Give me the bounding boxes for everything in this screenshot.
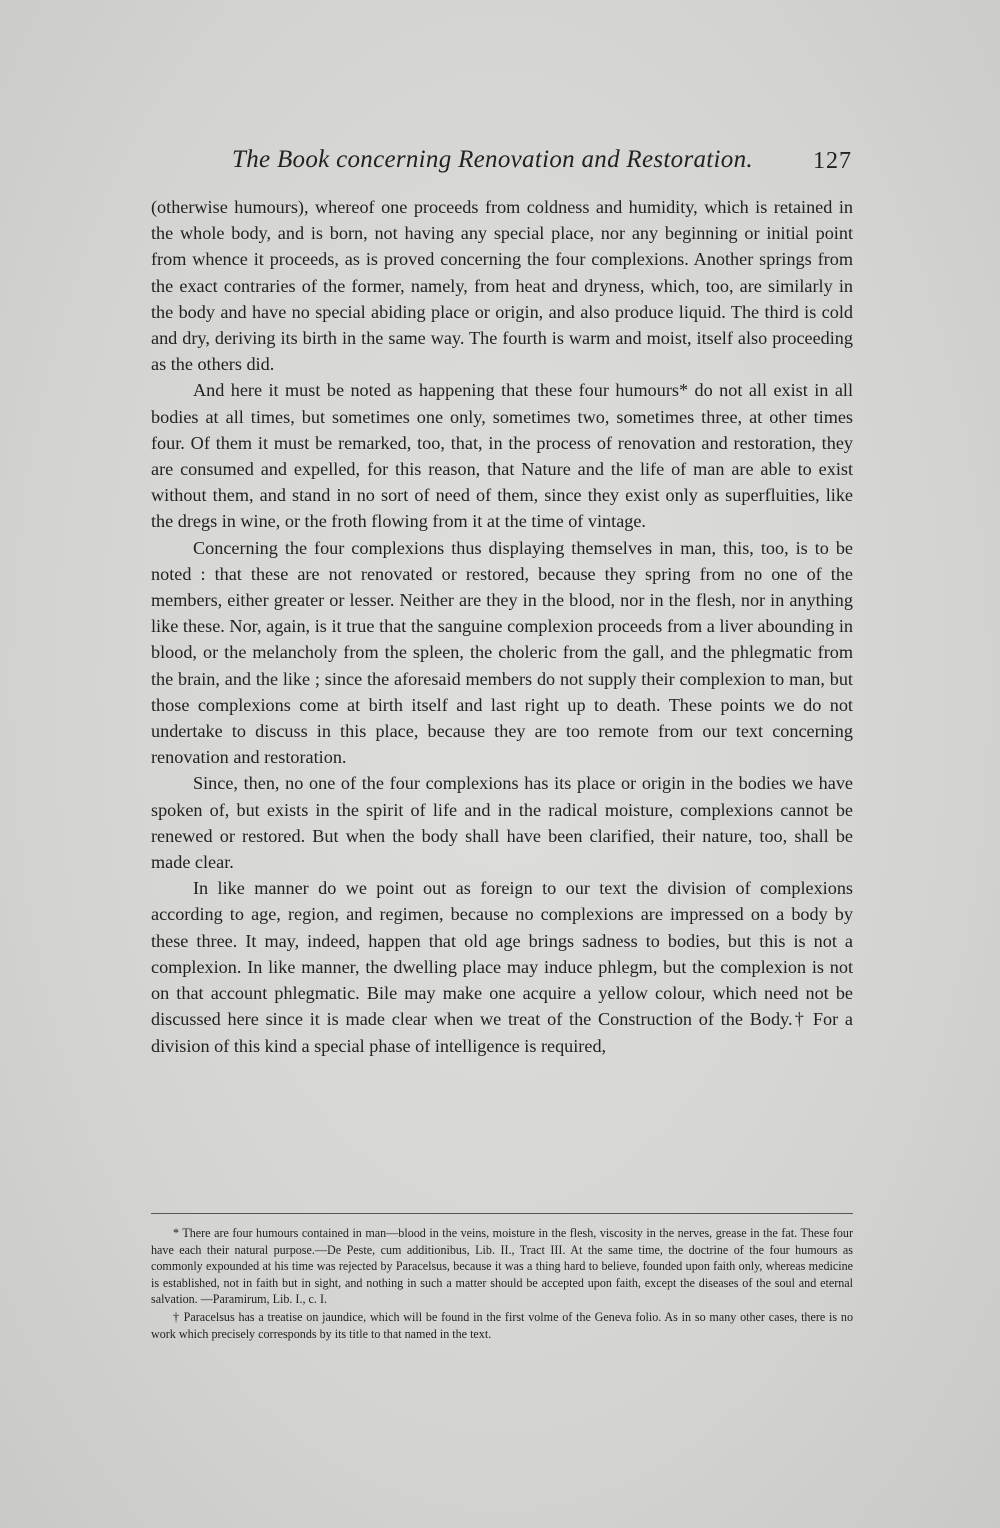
footnotes — [151, 1225, 853, 1342]
paragraph: (otherwise humours), whereof one proceeds from coldness and humidity, which is retained in the whole body, and is born, not having any special place, nor any beginning or initial point from whence it proceeds, as is proved concerning the four complexions. Another springs from the exact contraries of the former, namely, from heat and dryness, which, too, are similarly in the body and have no special abiding place or origin, and also produce liquid. The third is cold and dry, deriving its birth in the same way. The fourth is warm and moist, itself also proceeding as the others did. — [151, 197, 853, 375]
paragraph: In like manner do we point out as foreign to our text the division of complexions according to age, region, and regimen, because no complexions are impressed on a body by these three. It may, indeed, happen that old age brings sadness to bodies, but this is not a complexion. In like manner, the dwelling place may induce phlegm, but the complexion is not on that account phlegmatic. Bile may make one acquire a yellow colour, which need not be discussed here since it is made clear when we treat of the Construction of the Body.† For a division of this kind a special phase of intelligence is required, — [151, 878, 853, 1056]
paragraph: Since, then, no one of the four complexions has its place or origin in the bodies we have spoken of, but exists in the spirit of life and in the radical moisture, complexions cannot be renewed or restored. But when the body shall have been clarified, their nature, too, shall be made clear. — [151, 773, 853, 873]
paragraph: Concerning the four complexions thus displaying themselves in man, this, too, is to be noted : that these are not renovated or restored, because they spring from no one of the members, either greater or lesser. Neither are they in the blood, nor in the flesh, nor in anything like these. Nor, again, is it true that the sanguine complexion proceeds from a liver abounding in blood, or the melancholy from the spleen, the choleric from the gall, and the phlegmatic from the brain, and the like ; since the aforesaid members do not supply their complexion to man, but those complexions come at birth itself and last right up to death. These points we do not undertake to discuss in this place, because they are too remote from our text concerning renovation and restoration. — [151, 537, 853, 768]
footnote: * There are four humours contained in man—blood in the veins, moisture in the flesh, viscosity in the nerves, grease in the fat. These four have each their natural purpose.—De Peste, cum additionibus, Lib. II., Tract III. At the same time, the doctrine of the four humours as commonly expounded at his time was rejected by Paracelsus, because it was a thing hard to believe, founded upon faith only, whereas medicine is established, not in faith but in sight, and nothing in such a matter should be accepted upon faith, except the diseases of the soul and eternal salvation. —Paramirum, Lib. I., c. I. — [151, 1226, 853, 1307]
footnote-divider — [151, 1213, 853, 1214]
body-text — [151, 194, 853, 1059]
page-number: 127 — [813, 148, 852, 174]
paragraph: And here it must be noted as happening that these four humours* do not all exist in all bodies at all times, but sometimes one only, sometimes two, sometimes three, at other times four. Of them it must be remarked, too, that, in the process of renovation and restoration, they are consumed and expelled, for this reason, that Nature and the life of man are able to exist without them, and stand in no sort of need of them, since they exist only as superfluities, like the dregs in wine, or the froth flowing from it at the time of vintage. — [151, 380, 853, 532]
footnote: † Paracelsus has a treatise on jaundice, which will be found in the first volme of the Geneva folio. As in so many other cases, there is no work which precisely corresponds by its title to that named in the text. — [151, 1309, 853, 1341]
running-title: The Book concerning Renovation and Restoration. — [232, 146, 753, 173]
running-header — [232, 146, 852, 180]
